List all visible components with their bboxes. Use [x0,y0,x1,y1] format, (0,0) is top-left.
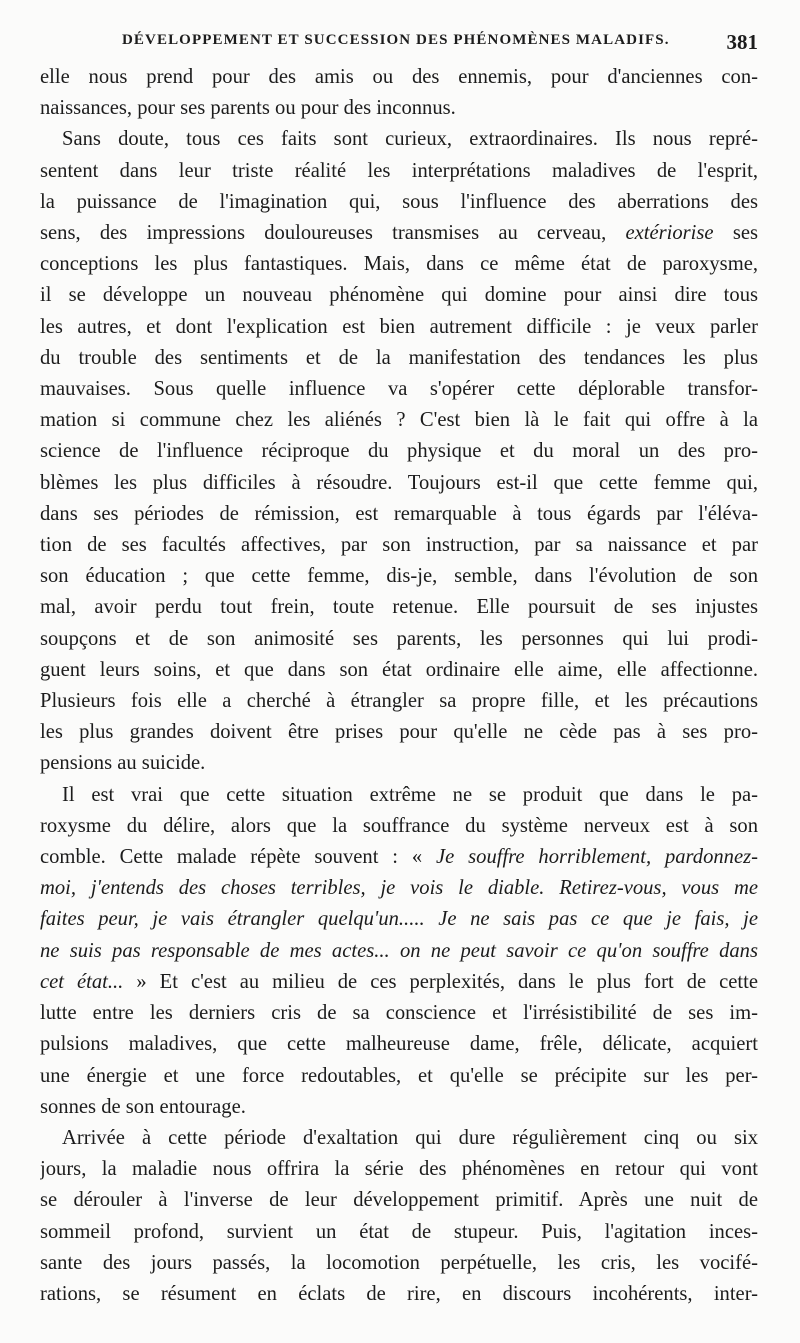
italic-text-segment: cet état... [40,970,124,993]
text-line [40,842,758,873]
text-line: les autres, et dont l'explication est bien autrement difficile : je veux parler [40,315,758,338]
text-line [40,873,758,904]
page-number: 381 [726,30,758,54]
running-head-title: DÉVELOPPEMENT ET SUCCESSION DES PHÉNOMÈNES MALADIFS. [122,32,670,48]
text-line: se dérouler à l'inverse de leur développement primitif. Après une nuit de [40,1189,758,1212]
text-line: Arrivée à cette période d'exaltation qui dure régulièrement cinq ou six [62,1126,758,1149]
text-line: les plus grandes doivent être prises pour qu'elle ne cède pas à ses pro- [40,721,758,744]
text-line: Plusieurs fois elle a cherché à étrangler sa propre fille, et les précautions [40,690,758,713]
text-line: sante des jours passés, la locomotion perpétuelle, les cris, les vocifé- [40,1251,758,1274]
running-head [40,30,760,60]
text-line: la puissance de l'imagination qui, sous l'influence des aberrations des [40,190,758,213]
text-line: tion de ses facultés affectives, par son instruction, par sa naissance et par [40,534,758,557]
text-segment: comble. Cette malade répète souvent : « [40,846,436,869]
text-line: naissances, pour ses parents ou pour des inconnus. [40,97,456,120]
text-line: pulsions maladives, que cette malheureuse dame, frêle, délicate, acquiert [40,1033,758,1056]
text-line [40,218,758,249]
text-line: rations, se résument en éclats de rire, en discours incohérents, inter- [40,1282,758,1305]
text-line: son éducation ; que cette femme, dis-je, semble, dans l'évolution de son [40,565,758,588]
text-line: pensions au suicide. [40,752,206,775]
text-line: lutte entre les derniers cris de sa conscience et l'irrésistibilité de ses im- [40,1002,758,1025]
italic-text-segment: Je souffre horriblement, pardonnez- [436,846,758,869]
italic-text-segment: faites peur, je vais étrangler quelqu'un..... Je ne sais pas ce que je fais, je [40,908,758,931]
text-line: jours, la maladie nous offrira la série des phénomènes en retour qui vont [40,1158,758,1181]
text-segment: » Et c'est au milieu de ces perplexités, dans le plus fort de cette [123,970,758,993]
text-line: du trouble des sentiments et de la manifestation des tendances les plus [40,346,758,369]
text-line: blèmes les plus difficiles à résoudre. Toujours est-il que cette femme qui, [40,471,758,494]
text-line [40,936,758,967]
text-line [40,967,758,998]
text-line: soupçons et de son animosité ses parents, les personnes qui lui prodi- [40,627,758,650]
text-line [40,904,758,935]
text-line: conceptions les plus fantastiques. Mais, dans ce même état de paroxysme, [40,253,758,276]
text-line: dans ses périodes de rémission, est remarquable à tous égards par l'éléva- [40,502,758,525]
text-line: Sans doute, tous ces faits sont curieux, extraordinaires. Ils nous repré- [62,128,758,151]
text-line: sonnes de son entourage. [40,1095,246,1118]
text-line: sommeil profond, survient un état de stupeur. Puis, l'agitation inces- [40,1220,758,1243]
text-line: une énergie et une force redoutables, et qu'elle se précipite sur les per- [40,1064,758,1087]
text-segment: sens, des impressions douloureuses transmises au cerveau, [40,222,626,245]
text-line: mal, avoir perdu tout frein, toute retenue. Elle poursuit de ses injustes [40,596,758,619]
text-line: science de l'influence réciproque du physique et du moral un des pro- [40,440,758,463]
text-line: guent leurs soins, et que dans son état ordinaire elle aime, elle affectionne. [40,658,758,681]
text-line: mauvaises. Sous quelle influence va s'opérer cette déplorable transfor- [40,378,758,401]
italic-text-segment: moi, j'entends des choses terribles, je vois le diable. Retirez-vous, vous me [40,877,758,900]
italic-text-segment: extériorise [625,222,714,245]
text-line: elle nous prend pour des amis ou des ennemis, pour d'anciennes con- [40,66,758,88]
text-line: mation si commune chez les aliénés ? C'est bien là le fait qui offre à la [40,409,758,432]
body-text [40,62,758,1310]
text-segment: ses [713,222,758,245]
text-line: roxysme du délire, alors que la souffrance du système nerveux est à son [40,814,758,837]
text-line: sentent dans leur triste réalité les interprétations maladives de l'esprit, [40,159,758,182]
text-line: il se développe un nouveau phénomène qui domine pour ainsi dire tous [40,284,758,307]
italic-text-segment: ne suis pas responsable de mes actes... on ne peut savoir ce qu'on souffre dans [40,939,758,962]
text-line: Il est vrai que cette situation extrême ne se produit que dans le pa- [62,783,758,806]
